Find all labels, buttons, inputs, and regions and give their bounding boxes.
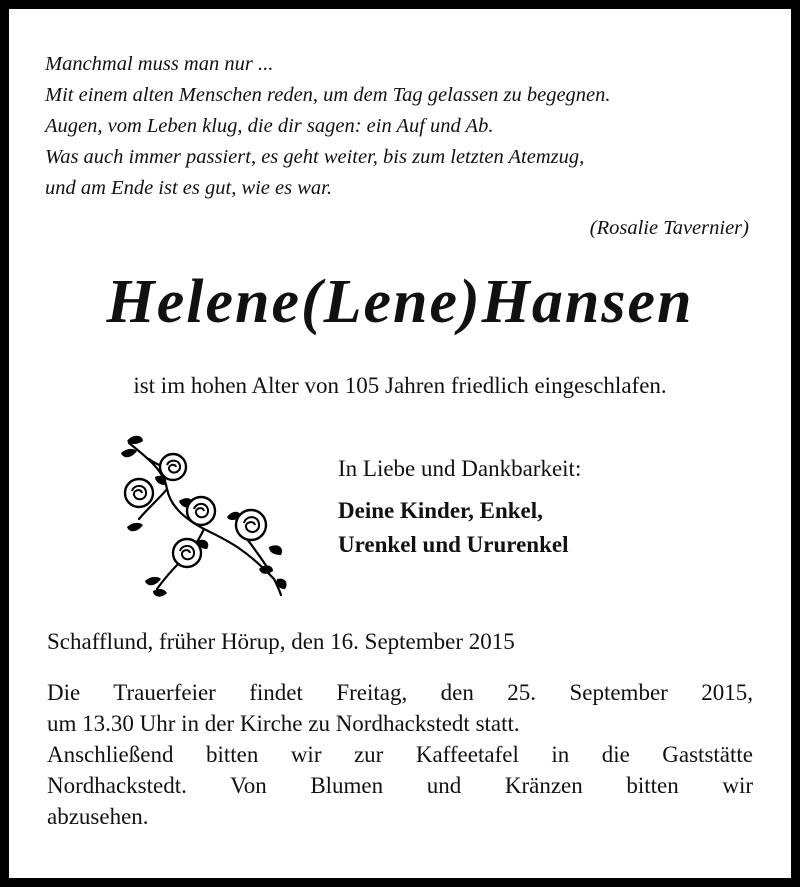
service-line: um 13.30 Uhr in der Kirche zu Nordhackstedt statt. [47,711,520,736]
poem-line: Augen, vom Leben klug, die dir sagen: ein Auf und Ab. [45,115,494,137]
poem-line: Manchmal muss man nur ... [45,53,274,75]
poem-line: und am Ende ist es gut, wie es war. [45,177,332,199]
announcement-text: ist im hohen Alter von 105 Jahren friedlich eingeschlafen. [133,373,667,398]
thanks-label: In Liebe und Dankbarkeit: [338,456,582,481]
deceased-name: Helene(Lene)Hansen [106,268,694,336]
service-line: Nordhackstedt. Von Blumen und Kränzen bitten wir [47,773,753,798]
family-line: Deine Kinder, Enkel, [338,498,543,523]
place-date: Schafflund, früher Hörup, den 16. September 2015 [47,629,515,654]
service-line: Anschließend bitten wir zur Kaffeetafel in die Gaststätte [47,742,753,767]
service-line: Die Trauerfeier findet Freitag, den 25. September 2015, [47,680,753,705]
family-line: Urenkel und Ururenkel [338,532,569,557]
poem-line: Mit einem alten Menschen reden, um dem Tag gelassen zu begegnen. [45,84,611,106]
poem-line: Was auch immer passiert, es geht weiter, bis zum letzten Atemzug, [45,146,585,168]
service-line: abzusehen. [47,804,149,829]
family-signature [338,494,568,562]
service-info [47,677,753,832]
poem [45,49,765,204]
roses-icon [109,429,299,599]
poem-author: (Rosalie Tavernier) [589,217,749,239]
